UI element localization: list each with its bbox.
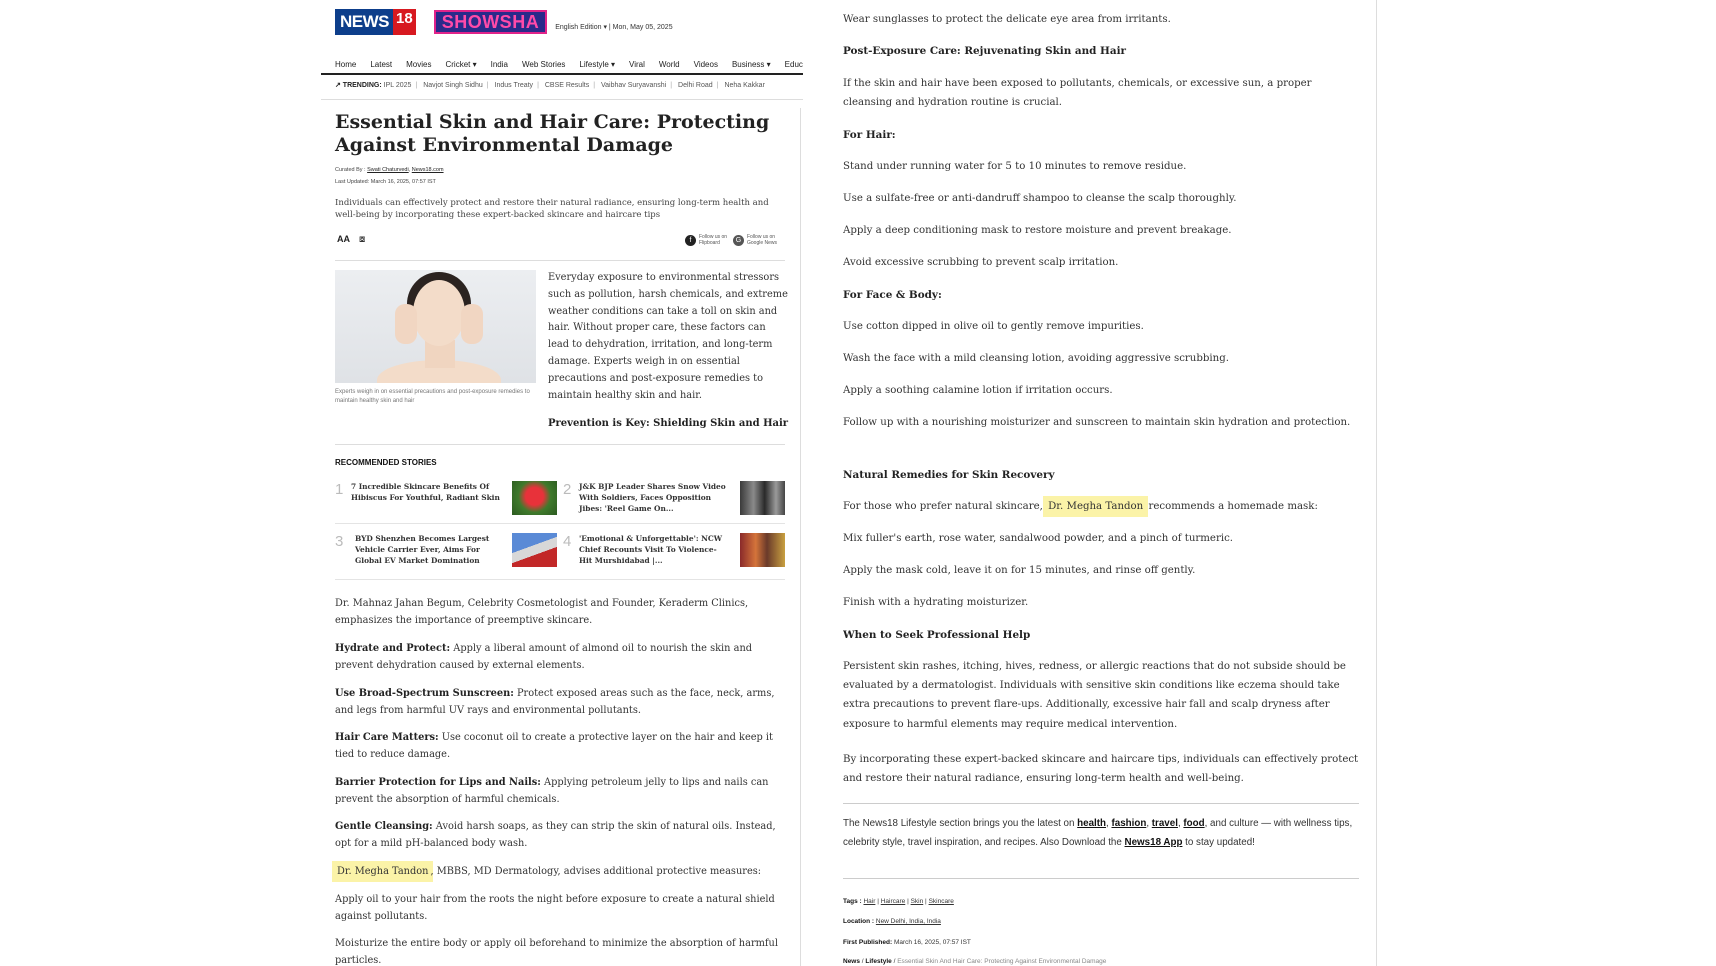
breadcrumb-current: Essential Skin And Hair Care: Protecting Against Environmental Damage bbox=[897, 958, 1107, 965]
flipboard-icon: f bbox=[685, 235, 696, 246]
paragraph-label: Use Broad-Spectrum Sunscreen: bbox=[335, 688, 514, 699]
nav-item-web-stories[interactable]: Web Stories bbox=[521, 59, 566, 69]
tag-link[interactable]: Hair bbox=[863, 898, 876, 905]
byline: Curated By : Swati Chaturvedi, News18.com bbox=[335, 167, 444, 173]
paragraph bbox=[335, 863, 787, 880]
paragraph-text: Use coconut oil to create a protective layer on the hair and keep it tied to reduce damage. bbox=[335, 732, 773, 760]
note-text: The News18 Lifestyle section brings you the latest on bbox=[843, 818, 1078, 829]
nav-item-viral[interactable]: Viral bbox=[629, 59, 645, 69]
recommended-story[interactable] bbox=[335, 481, 557, 519]
story-number: 4 bbox=[563, 533, 572, 550]
article-tools bbox=[335, 234, 785, 248]
lifestyle-section-note: The News18 Lifestyle section brings you the latest on health, fashion, travel, food, and culture — with wellness tips, celebrity style, travel inspiration, and recipes. Also Download the News18 App to stay updated! bbox=[843, 818, 1353, 848]
nav-item-home[interactable]: Home bbox=[335, 59, 357, 69]
paragraph-label: Gentle Cleansing: bbox=[335, 821, 433, 832]
tag-link[interactable]: Skincare bbox=[928, 898, 954, 905]
trending-item[interactable]: Indus Treaty bbox=[494, 82, 534, 89]
right-column bbox=[843, 0, 1363, 966]
follow-google-news-button[interactable] bbox=[733, 234, 777, 246]
story-title[interactable]: 7 Incredible Skincare Benefits Of Hibiscus For Youthful, Radiant Skin bbox=[351, 482, 500, 502]
paragraph: Moisturize the entire body or apply oil beforehand to minimize the absorption of harmful particles. bbox=[335, 938, 778, 966]
link-food[interactable]: food bbox=[1183, 818, 1205, 829]
paragraph-label: Hydrate and Protect: bbox=[335, 643, 451, 654]
main-navigation bbox=[321, 55, 803, 75]
section-heading: For Hair: bbox=[843, 129, 896, 141]
recommended-story[interactable] bbox=[563, 481, 785, 519]
paragraph: If the skin and hair have been exposed to pollutants, chemicals, or excessive sun, a proper cleansing and hydration routine is crucial. bbox=[843, 78, 1312, 109]
divider bbox=[335, 523, 785, 524]
nav-item-cricket[interactable]: Cricket ▾ bbox=[445, 59, 477, 69]
paragraph: Use cotton dipped in olive oil to gently remove impurities. bbox=[843, 321, 1144, 332]
tags-row: Tags : Hair | Haircare | Skin | Skincare bbox=[843, 898, 954, 905]
paragraph-label: Barrier Protection for Lips and Nails: bbox=[335, 777, 541, 788]
recommended-story[interactable] bbox=[335, 533, 557, 571]
intro-paragraph: Everyday exposure to environmental stressors such as pollution, harsh chemicals, and extreme weather conditions can take a toll on skin and hair. Without proper care, these factors can lead to dehydration, irritation, and long-term damage. Experts weigh in on essential precautions and post-exposure remedies to maintain healthy skin and hair. bbox=[548, 272, 788, 401]
story-thumbnail[interactable] bbox=[740, 481, 785, 515]
tag-link[interactable]: Skin bbox=[910, 898, 924, 905]
paragraph-text: Apply a liberal amount of almond oil to nourish the skin and prevent dehydration caused by external elements. bbox=[335, 643, 753, 671]
note-text: , and culture — with wellness tips, celebrity style, travel inspiration, and recipes. Also Download the bbox=[843, 818, 1353, 848]
page-edge-divider bbox=[1376, 0, 1377, 966]
trending-bar: ↗ TRENDING: IPL 2025 | Navjot Singh Sidhu | Indus Treaty | CBSE Results | Vaibhav Suryavanshi | Delhi Road | Neha Kakkar bbox=[335, 82, 765, 89]
story-thumbnail[interactable] bbox=[740, 533, 785, 567]
nav-item-world[interactable]: World bbox=[658, 59, 680, 69]
story-thumbnail[interactable] bbox=[512, 533, 557, 567]
divider bbox=[321, 99, 803, 100]
follow-flipboard-button[interactable] bbox=[685, 234, 727, 246]
trending-item[interactable]: IPL 2025 bbox=[383, 82, 412, 89]
paragraph bbox=[335, 685, 787, 719]
paragraph: Mix fuller's earth, rose water, sandalwood powder, and a pinch of turmeric. bbox=[843, 533, 1234, 544]
nav-item-lifestyle[interactable]: Lifestyle ▾ bbox=[579, 59, 616, 69]
section-heading: Natural Remedies for Skin Recovery bbox=[843, 469, 1055, 481]
paragraph: Apply oil to your hair from the roots the night before exposure to create a natural shield against pollutants. bbox=[335, 894, 775, 922]
paragraph-text: Protect exposed areas such as the face, neck, arms, and legs from harmful UV rays and environmental pollutants. bbox=[335, 688, 775, 716]
paragraph: Finish with a hydrating moisturizer. bbox=[843, 597, 1029, 608]
article-title: Essential Skin and Hair Care: Protecting Against Environmental Damage bbox=[335, 111, 770, 156]
story-thumbnail[interactable] bbox=[512, 481, 557, 515]
first-published-value: March 16, 2025, 07:57 IST bbox=[893, 939, 971, 946]
share-icon[interactable]: ⧇ bbox=[359, 234, 366, 245]
nav-item-education[interactable]: Educ bbox=[784, 59, 803, 69]
breadcrumb-lifestyle[interactable]: Lifestyle bbox=[865, 958, 892, 965]
story-number: 1 bbox=[335, 481, 344, 498]
trending-item[interactable]: Delhi Road bbox=[678, 82, 713, 89]
story-title[interactable]: 'Emotional & Unforgettable': NCW Chief Recounts Visit To Violence-Hit Murshidabad |... bbox=[579, 534, 723, 565]
paragraph-label: Hair Care Matters: bbox=[335, 732, 439, 743]
paragraph: By incorporating these expert-backed skincare and haircare tips, individuals can effectively protect and restore their natural radiance, ensuring long-term health and well-being. bbox=[843, 754, 1359, 785]
trending-item[interactable]: Navjot Singh Sidhu bbox=[423, 82, 483, 89]
paragraph: Wash the face with a mild cleansing lotion, avoiding aggressive scrubbing. bbox=[843, 353, 1229, 364]
paragraph bbox=[335, 729, 787, 763]
showsha-logo[interactable]: SHOWSHA bbox=[434, 10, 548, 34]
location-row bbox=[843, 918, 941, 925]
tags-label: Tags : bbox=[843, 898, 862, 905]
story-number: 2 bbox=[563, 481, 572, 498]
story-number: 3 bbox=[335, 533, 344, 550]
paragraph bbox=[843, 497, 1363, 516]
edition-and-date[interactable]: English Edition ▾ | Mon, May 05, 2025 bbox=[555, 24, 673, 31]
paragraph: Wear sunglasses to protect the delicate eye area from irritants. bbox=[843, 14, 1171, 25]
trending-item[interactable]: Vaibhav Suryavanshi bbox=[600, 82, 667, 89]
divider bbox=[843, 878, 1359, 879]
location-label: Location : bbox=[843, 918, 875, 925]
source-link[interactable]: News18.com bbox=[411, 167, 444, 173]
section-heading: When to Seek Professional Help bbox=[843, 629, 1031, 641]
nav-item-videos[interactable]: Videos bbox=[693, 59, 718, 69]
link-fashion[interactable]: fashion bbox=[1111, 818, 1147, 829]
author-link[interactable]: Swati Chaturvedi bbox=[367, 167, 409, 173]
paragraph-text: Applying petroleum jelly to lips and nails can prevent the absorption of harmful chemicals. bbox=[335, 777, 769, 805]
font-size-button[interactable]: AA bbox=[337, 234, 350, 244]
follow-flipboard-label: Follow us on Flipboard bbox=[699, 234, 728, 246]
story-title[interactable]: J&K BJP Leader Shares Snow Video With Soldiers, Faces Opposition Jibes: 'Reel Game On... bbox=[579, 482, 726, 513]
article-summary: Individuals can effectively protect and restore their natural radiance, ensuring long-term health and well-being by incorporating these expert-backed skincare and haircare tips bbox=[335, 198, 769, 220]
paragraph-text: For those who prefer natural skincare, bbox=[843, 501, 1047, 512]
paragraph-text: recommends a homemade mask: bbox=[1145, 501, 1318, 512]
news18-logo[interactable] bbox=[335, 9, 416, 35]
section-heading: Post-Exposure Care: Rejuvenating Skin and Hair bbox=[843, 45, 1127, 57]
article-hero-image[interactable] bbox=[335, 270, 536, 383]
tag-link[interactable]: Haircare bbox=[880, 898, 906, 905]
paragraph: Apply a soothing calamine lotion if irritation occurs. bbox=[843, 385, 1113, 396]
news18-logo-number: 18 bbox=[393, 9, 416, 35]
paragraph-text: Avoid harsh soaps, as they can strip the skin of natural oils. Instead, opt for a mild pH-balanced body wash. bbox=[335, 821, 776, 849]
paragraph: Stand under running water for 5 to 10 minutes to remove residue. bbox=[843, 161, 1187, 172]
google-news-icon: G bbox=[733, 235, 744, 246]
site-header bbox=[335, 6, 673, 38]
paragraph bbox=[335, 640, 787, 674]
highlighted-name[interactable]: Dr. Megha Tandon bbox=[1048, 501, 1144, 512]
paragraph bbox=[335, 774, 787, 808]
nav-item-business[interactable]: Business ▾ bbox=[731, 59, 771, 69]
paragraph: Apply a deep conditioning mask to restore moisture and prevent breakage. bbox=[843, 225, 1232, 236]
breadcrumb: News / Lifestyle / Essential Skin And Hair Care: Protecting Against Environmental Damage bbox=[843, 958, 1107, 965]
trending-item[interactable]: CBSE Results bbox=[544, 82, 590, 89]
first-published-row bbox=[843, 939, 971, 946]
section-heading: For Face & Body: bbox=[843, 289, 942, 301]
note-text: to stay updated! bbox=[1182, 837, 1255, 848]
trending-label: ↗ TRENDING: bbox=[335, 82, 382, 89]
divider bbox=[335, 579, 785, 580]
follow-google-news-label: Follow us on Google News bbox=[747, 234, 778, 246]
last-updated: Last Updated: March 16, 2025, 07:57 IST bbox=[335, 179, 436, 185]
section-heading-prevention: Prevention is Key: Shielding Skin and Hair bbox=[548, 418, 789, 429]
nav-item-latest[interactable]: Latest bbox=[370, 59, 393, 69]
nav-item-movies[interactable]: Movies bbox=[406, 59, 432, 69]
paragraph: Dr. Mahnaz Jahan Begum, Celebrity Cosmetologist and Founder, Keraderm Clinics, emphasizes the importance of preemptive skincare. bbox=[335, 598, 749, 626]
paragraph bbox=[335, 818, 787, 852]
first-published-label: First Published: bbox=[843, 939, 893, 946]
story-title[interactable]: BYD Shenzhen Becomes Largest Vehicle Carrier Ever, Aims For Global EV Market Domination bbox=[355, 534, 490, 565]
link-health[interactable]: health bbox=[1077, 818, 1107, 829]
nav-item-india[interactable]: India bbox=[490, 59, 508, 69]
recommended-story[interactable] bbox=[563, 533, 785, 571]
left-column bbox=[321, 0, 803, 966]
paragraph: Follow up with a nourishing moisturizer and sunscreen to maintain skin hydration and protection. bbox=[843, 417, 1351, 428]
highlighted-name[interactable]: Dr. Megha Tandon bbox=[337, 866, 429, 877]
image-caption: Experts weigh in on essential precautions and post-exposure remedies to maintain healthy skin and hair bbox=[335, 389, 530, 404]
paragraph: Persistent skin rashes, itching, hives, redness, or allergic reactions that do not subside should be evaluated by a dermatologist. Individuals with sensitive skin conditions like eczema should take extra precautions to prevent flare-ups. Additionally, excessive hair fall and scalp dryness after exposure to harmful elements may require medical intervention. bbox=[843, 661, 1346, 730]
divider bbox=[843, 803, 1359, 804]
paragraph: Apply the mask cold, leave it on for 15 minutes, and rinse off gently. bbox=[843, 565, 1196, 576]
paragraph-text: , MBBS, MD Dermatology, advises additional protective measures: bbox=[430, 866, 762, 877]
divider bbox=[335, 444, 785, 445]
breadcrumb-news[interactable]: News bbox=[843, 958, 860, 965]
trending-item[interactable]: Neha Kakkar bbox=[724, 82, 765, 89]
curated-label: Curated By : bbox=[335, 167, 366, 173]
link-news18-app[interactable]: News18 App bbox=[1124, 837, 1183, 848]
location-link[interactable]: New Delhi, India, India bbox=[875, 918, 941, 925]
divider bbox=[335, 260, 785, 261]
news18-logo-word: NEWS bbox=[335, 9, 393, 35]
paragraph: Avoid excessive scrubbing to prevent scalp irritation. bbox=[843, 257, 1119, 268]
link-travel[interactable]: travel bbox=[1151, 818, 1178, 829]
paragraph: Use a sulfate-free or anti-dandruff shampoo to cleanse the scalp thoroughly. bbox=[843, 193, 1237, 204]
recommended-stories-heading: RECOMMENDED STORIES bbox=[335, 458, 437, 467]
